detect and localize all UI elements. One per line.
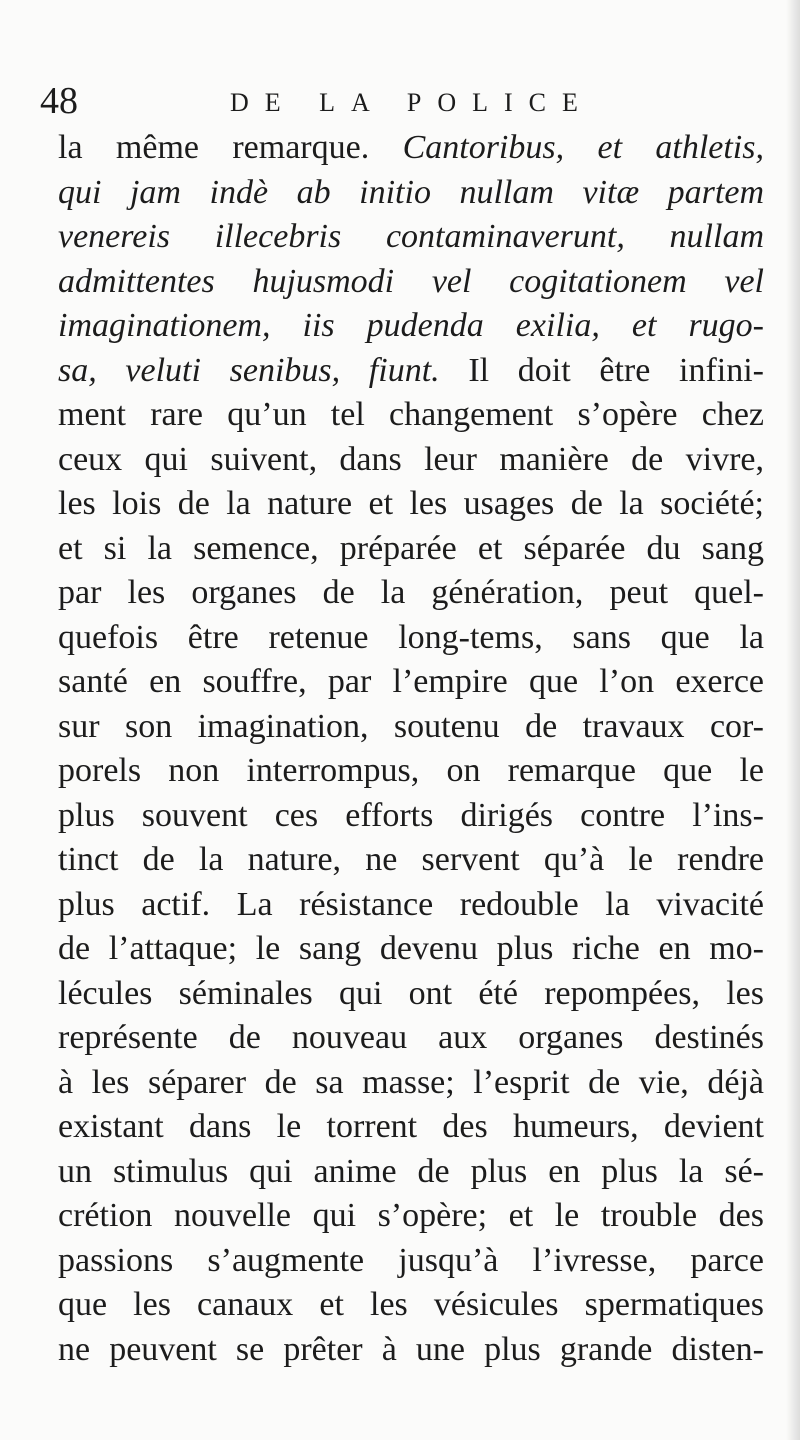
text-line bbox=[58, 1150, 764, 1195]
page-gutter-shadow bbox=[786, 0, 800, 1440]
text-line bbox=[58, 1328, 764, 1373]
latin-quote-segment: imaginationem, iis pudenda exilia, et rugo- bbox=[58, 307, 764, 344]
text-segment: ment rare qu’un tel changement s’opère chez bbox=[58, 396, 764, 433]
text-line bbox=[58, 1061, 764, 1106]
text-line bbox=[58, 126, 764, 171]
text-segment: à les séparer de sa masse; l’esprit de vie, déjà bbox=[58, 1063, 764, 1101]
text-segment: tinct de la nature, ne servent qu’à le rendre bbox=[58, 841, 764, 878]
latin-quote-segment: sa, veluti senibus, fiunt. bbox=[58, 351, 440, 389]
text-line bbox=[58, 304, 764, 349]
text-segment: quefois être retenue long-tems, sans que la bbox=[58, 618, 764, 656]
text-line bbox=[58, 927, 764, 972]
text-line bbox=[58, 349, 764, 394]
page-header bbox=[40, 78, 760, 124]
text-line bbox=[58, 883, 764, 928]
page-number: 48 bbox=[40, 80, 78, 122]
text-segment: ceux qui suivent, dans leur manière de vivre, bbox=[58, 440, 764, 478]
text-line bbox=[58, 571, 764, 616]
text-line bbox=[58, 972, 764, 1017]
text-line bbox=[58, 171, 764, 216]
text-line bbox=[58, 749, 764, 794]
text-segment: par les organes de la génération, peut quel- bbox=[58, 574, 764, 611]
text-line bbox=[58, 215, 764, 260]
text-segment: passions s’augmente jusqu’à l’ivresse, parce bbox=[58, 1241, 764, 1279]
latin-quote-segment: venereis illecebris contaminaverunt, nullam bbox=[58, 218, 764, 255]
text-line bbox=[58, 1283, 764, 1328]
text-line bbox=[58, 1239, 764, 1284]
text-segment: lécules séminales qui ont été repompées, les bbox=[58, 974, 764, 1012]
text-segment: de l’attaque; le sang devenu plus riche en mo- bbox=[58, 930, 764, 967]
text-line bbox=[58, 260, 764, 305]
text-line bbox=[58, 482, 764, 527]
text-line bbox=[58, 527, 764, 572]
text-line bbox=[58, 616, 764, 661]
text-line bbox=[58, 438, 764, 483]
text-line bbox=[58, 660, 764, 705]
text-segment: santé en souffre, par l’empire que l’on exerce bbox=[58, 663, 764, 700]
text-segment: la même remarque. bbox=[58, 129, 403, 166]
text-segment: sur son imagination, soutenu de travaux cor- bbox=[58, 707, 764, 745]
text-line bbox=[58, 794, 764, 839]
text-segment: plus actif. La résistance redouble la vivacité bbox=[58, 885, 764, 923]
body-text bbox=[58, 126, 764, 1372]
text-line bbox=[58, 1105, 764, 1150]
text-segment: et si la semence, préparée et séparée du sang bbox=[58, 529, 764, 567]
text-segment: plus souvent ces efforts dirigés contre l’ins- bbox=[58, 796, 764, 834]
text-segment: porels non interrompus, on remarque que le bbox=[58, 752, 764, 789]
text-segment: les lois de la nature et les usages de la société; bbox=[58, 485, 764, 522]
text-line bbox=[58, 393, 764, 438]
text-segment: Il doit être infini- bbox=[439, 351, 764, 389]
text-line bbox=[58, 1016, 764, 1061]
text-segment: existant dans le torrent des humeurs, devient bbox=[58, 1108, 764, 1145]
latin-quote-segment: Cantoribus, et athletis, bbox=[402, 129, 764, 166]
text-segment: crétion nouvelle qui s’opère; et le trouble des bbox=[58, 1197, 764, 1234]
running-head: DE LA POLICE bbox=[230, 88, 594, 117]
text-segment: représente de nouveau aux organes destinés bbox=[58, 1019, 764, 1056]
text-line bbox=[58, 1194, 764, 1239]
latin-quote-segment: qui jam indè ab initio nullam vitæ partem bbox=[58, 173, 764, 211]
text-segment: ne peuvent se prêter à une plus grande disten- bbox=[58, 1330, 764, 1368]
text-line bbox=[58, 838, 764, 883]
text-line bbox=[58, 705, 764, 750]
latin-quote-segment: admittentes hujusmodi vel cogitationem vel bbox=[58, 262, 764, 300]
text-segment: que les canaux et les vésicules spermatiques bbox=[58, 1286, 764, 1323]
text-segment: un stimulus qui anime de plus en plus la sé- bbox=[58, 1152, 764, 1190]
